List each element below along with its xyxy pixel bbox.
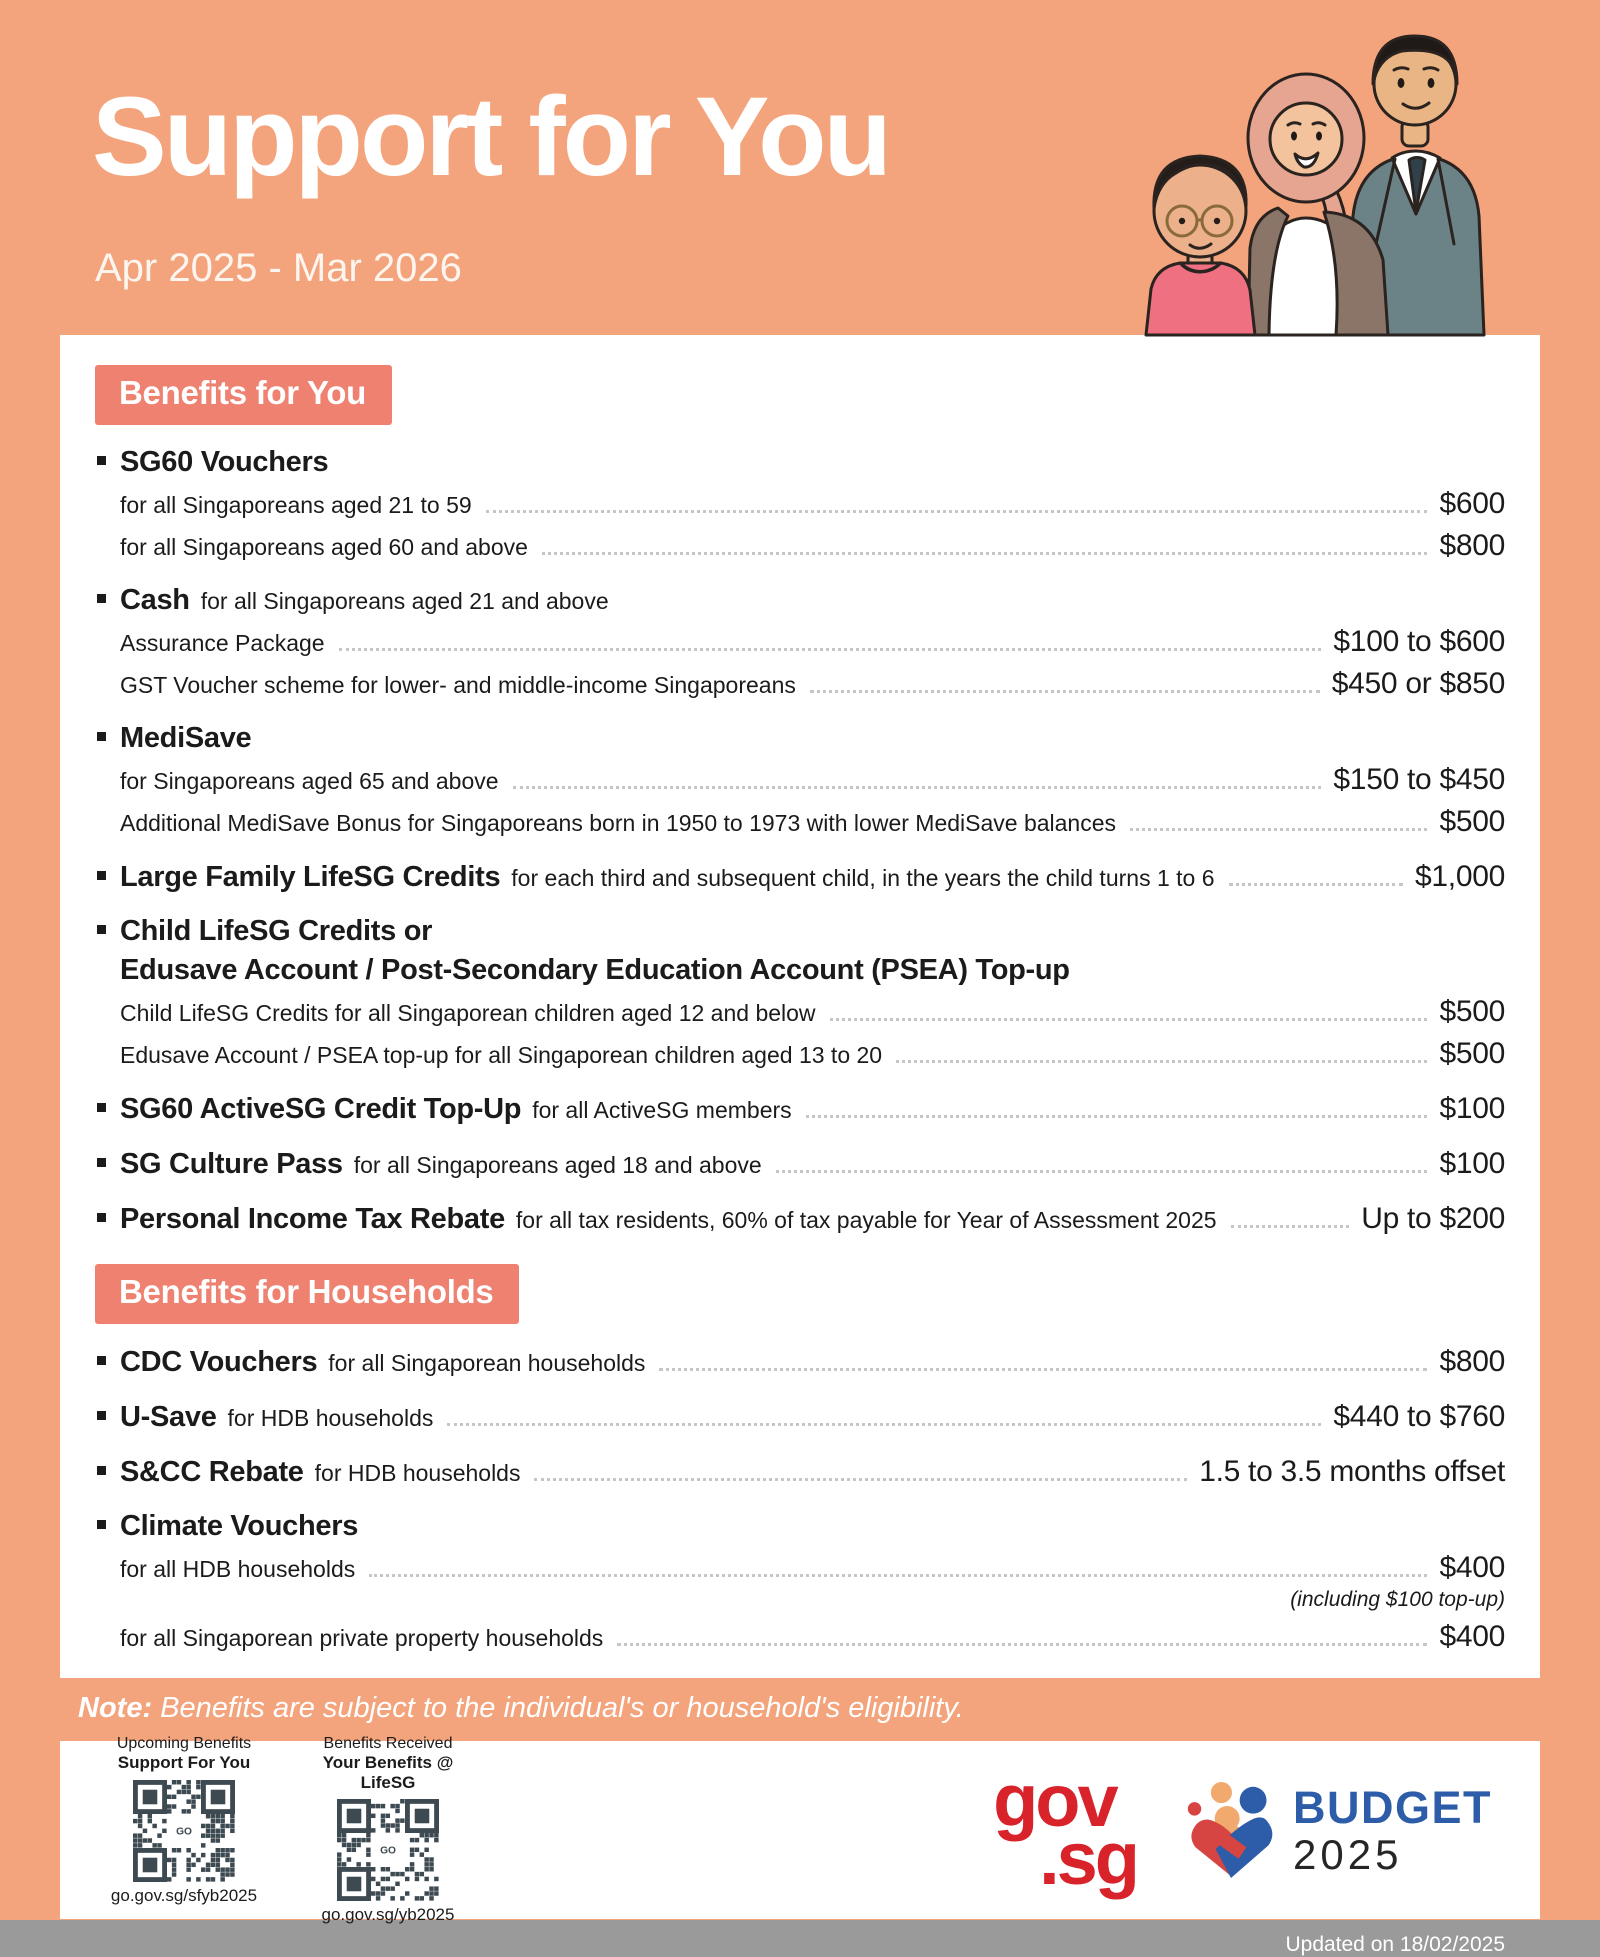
benefit-row-label: GST Voucher scheme for lower- and middle-income Singaporeans: [120, 672, 796, 698]
section-header-wrap: [95, 1264, 1505, 1324]
benefit-title: Personal Income Tax Rebate: [120, 1203, 505, 1235]
dotted-leader: [1231, 1225, 1350, 1228]
dotted-leader: [1130, 828, 1427, 831]
benefit-item-heading: [95, 860, 1505, 894]
benefits-section: [95, 1264, 1505, 1654]
qr-label-bold: Support For You: [117, 1753, 251, 1773]
benefit-title: SG Culture Pass: [120, 1148, 343, 1180]
dotted-leader: [806, 1115, 1428, 1118]
benefit-value: Up to $200: [1361, 1202, 1505, 1235]
benefit-item-heading: [95, 1510, 1505, 1543]
dotted-leader: [1229, 883, 1404, 886]
benefit-title: Climate Vouchers: [120, 1510, 359, 1542]
dotted-leader: [776, 1170, 1428, 1173]
updated-date: Updated on 18/02/2025: [1285, 1933, 1505, 1956]
benefit-title: SG60 Vouchers: [120, 446, 329, 478]
benefit-row-label: Edusave Account / PSEA top-up for all Singaporean children aged 13 to 20: [120, 1042, 883, 1068]
benefit-descriptor: for all Singaporean households: [328, 1350, 646, 1376]
note-text: Benefits are subject to the individual's or household's eligibility.: [160, 1692, 964, 1724]
page-title: Support for You: [92, 74, 889, 199]
benefits-section: [95, 365, 1505, 1236]
benefit-value: $440 to $760: [1333, 1400, 1505, 1433]
benefit-item: [95, 1147, 1505, 1181]
benefit-item: [95, 446, 1505, 563]
benefit-row: [120, 805, 1505, 839]
benefit-descriptor: for all Singaporeans aged 21 and above: [200, 588, 609, 614]
dotted-leader: [534, 1478, 1187, 1481]
benefit-row: [120, 625, 1505, 659]
benefit-item-heading: [95, 1400, 1505, 1434]
benefit-value: $100: [1439, 1092, 1505, 1125]
qr-center-go-logo: GO: [380, 1845, 396, 1857]
benefit-item-heading: [95, 722, 1505, 755]
benefit-title: MediSave: [120, 722, 252, 754]
benefit-row: [120, 1551, 1505, 1585]
benefit-row-label: Child LifeSG Credits for all Singaporean children aged 12 and below: [120, 1000, 816, 1026]
benefit-row: [120, 1037, 1505, 1071]
benefit-item-heading: [95, 1455, 1505, 1489]
family-illustration: [1100, 8, 1490, 335]
dotted-leader: [830, 1018, 1428, 1021]
benefit-descriptor: for HDB households: [227, 1405, 434, 1431]
benefit-item-heading: [95, 915, 1505, 948]
benefit-descriptor: for each third and subsequent child, in the years the child turns 1 to 6: [511, 865, 1215, 891]
benefit-descriptor: for all tax residents, 60% of tax payable for Year of Assessment 2025: [515, 1207, 1217, 1233]
benefit-row-value: $500: [1439, 995, 1505, 1028]
benefit-row: [120, 1620, 1505, 1654]
benefit-row-value: $400: [1439, 1620, 1505, 1653]
benefit-row-label: for all HDB households: [120, 1556, 356, 1582]
benefit-item: [95, 1400, 1505, 1434]
benefit-item: [95, 1510, 1505, 1654]
benefit-item: [95, 1345, 1505, 1379]
benefit-title: CDC Vouchers: [120, 1346, 318, 1378]
qr-area: [98, 1735, 474, 1925]
benefit-descriptor: for HDB households: [314, 1460, 521, 1486]
benefit-item-heading: [95, 446, 1505, 479]
main-panel: [60, 335, 1540, 1678]
benefit-item-heading: [95, 1092, 1505, 1126]
benefit-item-heading: [95, 1345, 1505, 1379]
budget-2025-logo: BUDGET 2025: [1183, 1780, 1492, 1880]
note-band: [0, 1678, 1600, 1741]
section-header-wrap: [95, 365, 1505, 425]
qr-code: [133, 1780, 235, 1882]
period-subtitle: Apr 2025 - Mar 2026: [95, 246, 462, 290]
qr-center-go-logo: GO: [176, 1826, 192, 1838]
bullet-icon: [97, 1520, 106, 1529]
benefit-item-heading: [95, 1147, 1505, 1181]
bullet-icon: [97, 925, 106, 934]
qr-label: Benefits Received: [323, 1734, 453, 1752]
dotted-leader: [896, 1060, 1427, 1063]
qr-caption: go.gov.sg/sfyb2025: [110, 1885, 258, 1905]
benefit-row-label: Assurance Package: [120, 630, 325, 656]
benefit-item: [95, 860, 1505, 894]
benefit-item: [95, 915, 1505, 1071]
benefit-item: [95, 1202, 1505, 1236]
benefit-title: Cash: [120, 584, 190, 616]
dotted-leader: [369, 1574, 1427, 1577]
benefit-row: [120, 529, 1505, 563]
dotted-leader: [617, 1643, 1427, 1646]
bullet-icon: [97, 1466, 106, 1475]
benefit-row-label: for all Singaporeans aged 21 to 59: [120, 492, 472, 518]
benefit-row-note: (including $100 top-up): [1290, 1588, 1505, 1611]
benefit-title: Child LifeSG Credits or: [120, 915, 433, 947]
benefit-item: [95, 1092, 1505, 1126]
benefit-row-value: $500: [1439, 1037, 1505, 1070]
benefit-row-value: $500: [1439, 805, 1505, 838]
qr-code: [337, 1799, 439, 1901]
benefit-row-label: Additional MediSave Bonus for Singaporeans born in 1950 to 1973 with lower MediSave balances: [120, 810, 1117, 836]
bullet-icon: [97, 1356, 106, 1365]
bullet-icon: [97, 1158, 106, 1167]
benefit-item: [95, 584, 1505, 701]
benefits-sections: [95, 365, 1505, 1654]
benefit-row-label: for Singaporeans aged 65 and above: [120, 768, 499, 794]
benefit-value: $1,000: [1415, 860, 1505, 893]
benefit-row-label: for all Singaporean private property households: [120, 1625, 604, 1651]
benefit-row: [120, 667, 1505, 701]
benefit-item: [95, 1455, 1505, 1489]
bullet-icon: [97, 1213, 106, 1222]
benefit-row-value: $600: [1439, 487, 1505, 520]
qr-label-bold: Your Benefits @ LifeSG: [322, 1753, 454, 1792]
bullet-icon: [97, 732, 106, 741]
benefit-value: 1.5 to 3.5 months offset: [1199, 1455, 1505, 1488]
benefit-title: S&CC Rebate: [120, 1456, 304, 1488]
dotted-leader: [486, 510, 1428, 513]
bullet-icon: [97, 594, 106, 603]
dotted-leader: [810, 690, 1320, 693]
benefit-title-line2: Edusave Account / Post-Secondary Education Account (PSEA) Top-up: [120, 954, 1070, 986]
bullet-icon: [97, 1103, 106, 1112]
benefit-row-value: $450 or $850: [1331, 667, 1505, 700]
benefit-row: [120, 995, 1505, 1029]
qr-block-support-for-you: [98, 1735, 270, 1925]
benefit-row-value: $150 to $450: [1333, 763, 1505, 796]
bullet-icon: [97, 1411, 106, 1420]
benefit-item-heading: [95, 1202, 1505, 1236]
dotted-leader: [542, 552, 1428, 555]
benefit-title: Large Family LifeSG Credits: [120, 861, 501, 893]
note-prefix: Note:: [78, 1692, 153, 1724]
dotted-leader: [339, 648, 1322, 651]
benefit-descriptor: for all Singaporeans aged 18 and above: [353, 1152, 762, 1178]
benefit-row: [120, 763, 1505, 797]
benefit-row-value: $800: [1439, 529, 1505, 562]
header: [0, 0, 1600, 335]
dotted-leader: [447, 1423, 1321, 1426]
benefit-value: $800: [1439, 1345, 1505, 1378]
benefit-row-label: for all Singaporeans aged 60 and above: [120, 534, 528, 560]
footer-panel: [60, 1734, 1540, 1925]
logo-area: [993, 1759, 1492, 1900]
benefit-item: [95, 722, 1505, 839]
bullet-icon: [97, 456, 106, 465]
benefit-title: U-Save: [120, 1401, 217, 1433]
budget-heart-icon: [1183, 1780, 1279, 1880]
qr-block-your-benefits: [302, 1735, 474, 1925]
section-title: Benefits for Households: [95, 1264, 519, 1324]
benefit-title: SG60 ActiveSG Credit Top-Up: [120, 1093, 522, 1125]
bullet-icon: [97, 871, 106, 880]
benefit-row: [120, 487, 1505, 521]
qr-caption: go.gov.sg/yb2025: [321, 1905, 455, 1925]
benefit-descriptor: for all ActiveSG members: [532, 1097, 792, 1123]
benefit-value: $100: [1439, 1147, 1505, 1180]
benefit-row-value: $100 to $600: [1333, 625, 1505, 658]
dotted-leader: [659, 1368, 1427, 1371]
benefit-row-value: $400: [1439, 1551, 1505, 1584]
section-title: Benefits for You: [95, 365, 392, 425]
govsg-logo: gov .sg: [993, 1759, 1137, 1900]
dotted-leader: [513, 786, 1322, 789]
benefit-item-heading: [95, 584, 1505, 617]
qr-label: Upcoming Benefits: [116, 1734, 252, 1752]
